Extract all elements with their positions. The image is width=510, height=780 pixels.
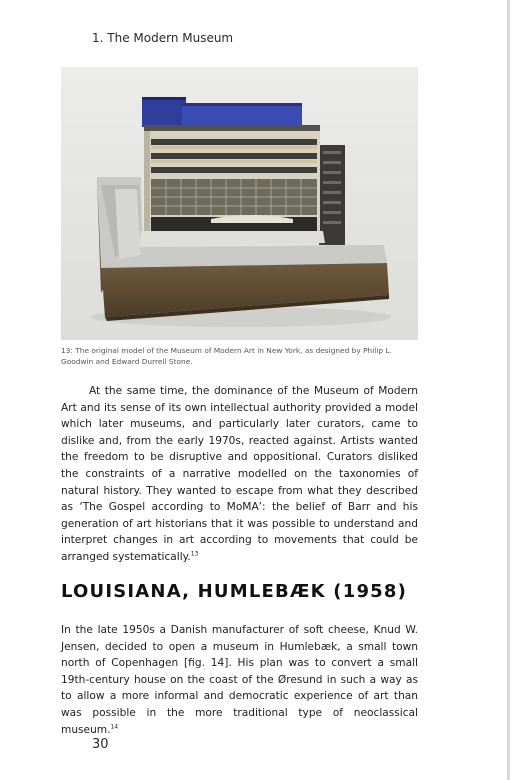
- figure-caption: 13: The original model of the Museum of Modern Art in New York, as designed by Philip L. Goodwin and Edward Durrell Stone.: [61, 346, 392, 366]
- paragraph-text: In the late 1950s a Danish manufacturer of soft cheese, Knud W. Jensen, decided to open a museum in Humlebæk, a small town north of Copenhagen [fig. 14]. His plan was to convert a small 19th-century house on the coast of the Øresund in such a way as to allow a more informal and democratic experience of art than was possible in the more traditional type of neoclassical museum.: [61, 624, 418, 736]
- running-header: 1. The Modern Museum: [92, 31, 234, 45]
- museum-model-photo: [61, 67, 418, 340]
- footnote-ref: 13: [190, 550, 199, 558]
- body-paragraph-2: [61, 622, 418, 738]
- paragraph-text: At the same time, the dominance of the Museum of Modern Art and its sense of its own intellectual authority provided a model which later museums, and particularly later curators, came to dislike and, from the early 1970s, reacted against. Artists wanted the freedom to be disruptive and oppositional. Curators disliked the constraints of a narrative modelled on the taxonomies of natural history. They wanted to escape from what they described as ‘The Gospel according to MoMA’: the belief of Barr and his generation of art historians that it was possible to understand and interpret changes in art according to movements that could be arranged systematically.: [61, 385, 418, 563]
- footnote-ref: 14: [110, 723, 119, 731]
- section-heading: LOUISIANA, HUMLEBÆK (1958): [61, 581, 408, 602]
- page-number: 30: [92, 737, 109, 752]
- body-paragraph-1: [61, 383, 418, 566]
